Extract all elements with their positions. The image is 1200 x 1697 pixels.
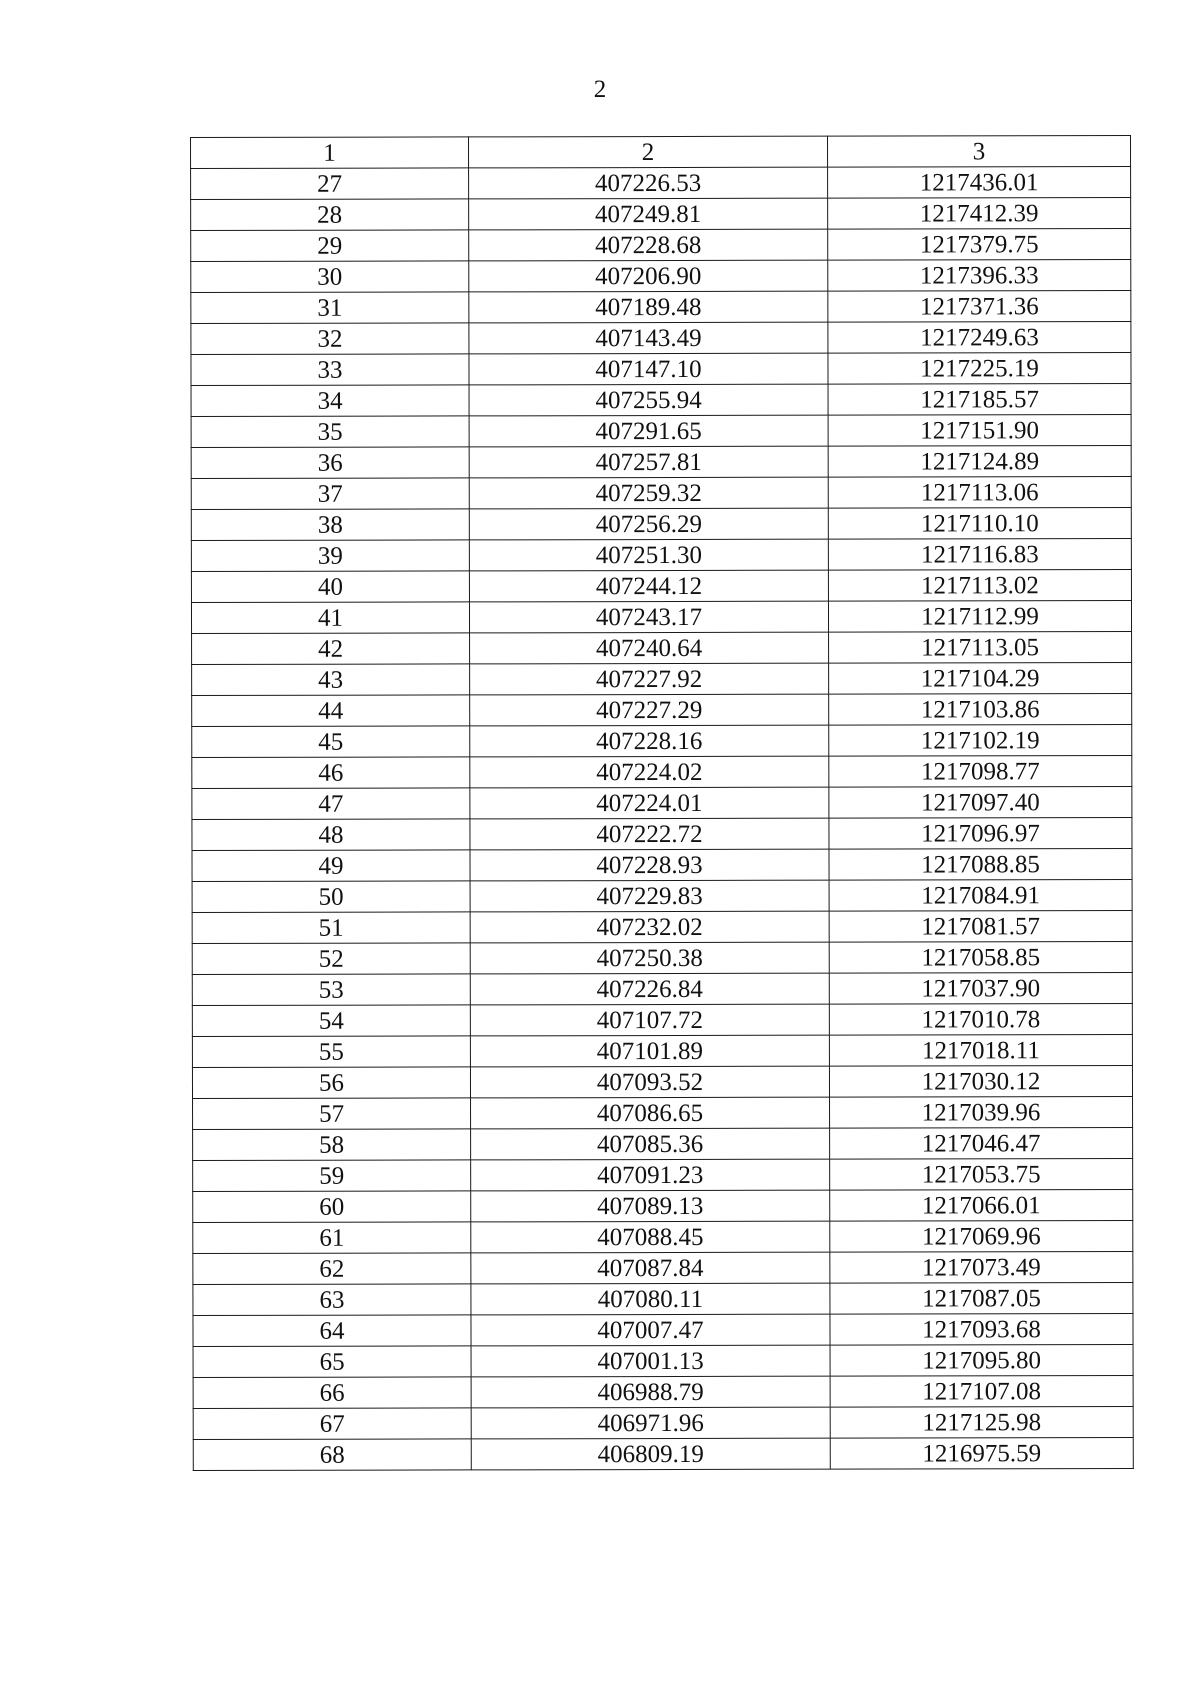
x-coordinate-cell: 407224.02 xyxy=(470,756,829,788)
point-number-cell: 29 xyxy=(191,230,469,262)
table-row xyxy=(193,1128,1133,1161)
point-number-cell: 52 xyxy=(192,943,470,975)
x-coordinate-cell: 407251.30 xyxy=(469,539,828,571)
table-row xyxy=(192,725,1132,758)
x-coordinate-cell: 407229.83 xyxy=(470,880,829,912)
x-coordinate-cell: 407080.11 xyxy=(471,1283,830,1315)
y-coordinate-cell: 1217125.98 xyxy=(830,1407,1133,1439)
y-coordinate-cell: 1217087.05 xyxy=(830,1283,1133,1315)
x-coordinate-cell: 407228.16 xyxy=(470,725,829,757)
y-coordinate-cell: 1217436.01 xyxy=(828,167,1131,199)
point-number-cell: 47 xyxy=(192,788,470,820)
point-number-cell: 65 xyxy=(193,1346,471,1378)
table-row xyxy=(191,570,1131,603)
table-row xyxy=(192,1066,1132,1099)
x-coordinate-cell: 407085.36 xyxy=(471,1128,830,1160)
x-coordinate-cell: 407101.89 xyxy=(470,1035,829,1067)
y-coordinate-cell: 1217396.33 xyxy=(828,260,1131,292)
y-coordinate-cell: 1217151.90 xyxy=(828,415,1131,447)
table-body xyxy=(191,136,1134,1471)
point-number-cell: 63 xyxy=(193,1284,471,1316)
point-number-cell: 46 xyxy=(192,757,470,789)
table-row xyxy=(192,694,1132,727)
point-number-cell: 53 xyxy=(192,974,470,1006)
point-number-cell: 34 xyxy=(191,385,469,417)
point-number-cell: 42 xyxy=(192,633,470,665)
y-coordinate-cell: 1217046.47 xyxy=(830,1128,1133,1160)
y-coordinate-cell: 1216975.59 xyxy=(830,1438,1133,1470)
x-coordinate-cell: 407088.45 xyxy=(471,1221,830,1253)
point-number-cell: 31 xyxy=(191,292,469,324)
y-coordinate-cell: 1217066.01 xyxy=(830,1190,1133,1222)
page-number: 2 xyxy=(593,76,607,103)
table-row xyxy=(191,415,1131,448)
x-coordinate-cell: 407291.65 xyxy=(469,415,828,447)
x-coordinate-cell: 407226.84 xyxy=(470,973,829,1005)
table-row xyxy=(192,849,1132,882)
y-coordinate-cell: 1217225.19 xyxy=(828,353,1131,385)
x-coordinate-cell: 406988.79 xyxy=(471,1376,830,1408)
point-number-cell: 35 xyxy=(191,416,469,448)
point-number-cell: 55 xyxy=(192,1036,470,1068)
x-coordinate-cell: 407224.01 xyxy=(470,787,829,819)
y-coordinate-cell: 1217081.57 xyxy=(829,911,1132,943)
table-row xyxy=(191,384,1131,417)
y-coordinate-cell: 1217088.85 xyxy=(829,849,1132,881)
point-number-cell: 41 xyxy=(191,602,469,634)
point-number-cell: 44 xyxy=(192,695,470,727)
point-number-cell: 39 xyxy=(191,540,469,572)
table-row xyxy=(191,322,1131,355)
y-coordinate-cell: 1217084.91 xyxy=(829,880,1132,912)
x-coordinate-cell: 407091.23 xyxy=(471,1159,830,1191)
point-number-cell: 50 xyxy=(192,881,470,913)
y-coordinate-cell: 1217371.36 xyxy=(828,291,1131,323)
y-coordinate-cell: 1217104.29 xyxy=(829,663,1132,695)
y-coordinate-cell: 1217116.83 xyxy=(828,539,1131,571)
y-coordinate-cell: 1217249.63 xyxy=(828,322,1131,354)
table-row xyxy=(191,353,1131,386)
y-coordinate-cell: 1217412.39 xyxy=(828,198,1131,230)
table-row xyxy=(192,818,1132,851)
x-coordinate-cell: 407255.94 xyxy=(469,384,828,416)
table-row xyxy=(193,1376,1133,1409)
y-coordinate-cell: 1217112.99 xyxy=(828,601,1131,633)
point-number-cell: 67 xyxy=(193,1408,471,1440)
y-coordinate-cell: 1217069.96 xyxy=(830,1221,1133,1253)
table-row xyxy=(191,167,1131,200)
point-number-cell: 45 xyxy=(192,726,470,758)
y-coordinate-cell: 1217093.68 xyxy=(830,1314,1133,1346)
point-number-cell: 49 xyxy=(192,850,470,882)
table-row xyxy=(191,260,1131,293)
table-row xyxy=(193,1438,1133,1471)
table-row xyxy=(192,787,1132,820)
table-row xyxy=(191,446,1131,479)
y-coordinate-cell: 1217018.11 xyxy=(829,1035,1132,1067)
x-coordinate-cell: 407001.13 xyxy=(471,1345,830,1377)
point-number-cell: 64 xyxy=(193,1315,471,1347)
point-number-cell: 27 xyxy=(191,168,469,200)
y-coordinate-cell: 1217037.90 xyxy=(829,973,1132,1005)
y-coordinate-cell: 1217039.96 xyxy=(830,1097,1133,1129)
x-coordinate-cell: 407256.29 xyxy=(469,508,828,540)
table-row xyxy=(193,1345,1133,1378)
y-coordinate-cell: 1217053.75 xyxy=(830,1159,1133,1191)
point-number-cell: 30 xyxy=(191,261,469,293)
point-number-cell: 58 xyxy=(193,1129,471,1161)
y-coordinate-cell: 1217113.02 xyxy=(828,570,1131,602)
table-row xyxy=(192,756,1132,789)
y-coordinate-cell: 1217379.75 xyxy=(828,229,1131,261)
x-coordinate-cell: 407243.17 xyxy=(469,601,828,633)
y-coordinate-cell: 1217124.89 xyxy=(828,446,1131,478)
y-coordinate-cell: 1217113.06 xyxy=(828,477,1131,509)
y-coordinate-cell: 1217095.80 xyxy=(830,1345,1133,1377)
x-coordinate-cell: 407147.10 xyxy=(469,353,828,385)
x-coordinate-cell: 407228.68 xyxy=(469,229,828,261)
coordinates-table xyxy=(190,135,1134,1471)
y-coordinate-cell: 1217073.49 xyxy=(830,1252,1133,1284)
y-coordinate-cell: 1217185.57 xyxy=(828,384,1131,416)
y-coordinate-cell: 1217113.05 xyxy=(829,632,1132,664)
header-cell-2: 2 xyxy=(469,136,828,168)
table-row xyxy=(192,942,1132,975)
point-number-cell: 61 xyxy=(193,1222,471,1254)
x-coordinate-cell: 407227.92 xyxy=(470,663,829,695)
point-number-cell: 37 xyxy=(191,478,469,510)
point-number-cell: 59 xyxy=(193,1160,471,1192)
x-coordinate-cell: 407143.49 xyxy=(469,322,828,354)
x-coordinate-cell: 407189.48 xyxy=(469,291,828,323)
table-row xyxy=(192,1035,1132,1068)
table-row xyxy=(193,1097,1133,1130)
x-coordinate-cell: 407259.32 xyxy=(469,477,828,509)
point-number-cell: 68 xyxy=(193,1439,471,1471)
table-row xyxy=(191,198,1131,231)
table-row xyxy=(193,1314,1133,1347)
table-row xyxy=(191,601,1131,634)
x-coordinate-cell: 407249.81 xyxy=(469,198,828,230)
point-number-cell: 51 xyxy=(192,912,470,944)
x-coordinate-cell: 407089.13 xyxy=(471,1190,830,1222)
x-coordinate-cell: 407093.52 xyxy=(470,1066,829,1098)
point-number-cell: 62 xyxy=(193,1253,471,1285)
table-row xyxy=(192,663,1132,696)
header-cell-3: 3 xyxy=(827,136,1130,168)
x-coordinate-cell: 407244.12 xyxy=(469,570,828,602)
point-number-cell: 66 xyxy=(193,1377,471,1409)
x-coordinate-cell: 407257.81 xyxy=(469,446,828,478)
table-row xyxy=(191,291,1131,324)
x-coordinate-cell: 407206.90 xyxy=(469,260,828,292)
table-header-row xyxy=(191,136,1131,169)
point-number-cell: 56 xyxy=(192,1067,470,1099)
table-row xyxy=(191,477,1131,510)
x-coordinate-cell: 407227.29 xyxy=(470,694,829,726)
y-coordinate-cell: 1217030.12 xyxy=(829,1066,1132,1098)
y-coordinate-cell: 1217058.85 xyxy=(829,942,1132,974)
table-row xyxy=(193,1283,1133,1316)
x-coordinate-cell: 407222.72 xyxy=(470,818,829,850)
table-row xyxy=(192,973,1132,1006)
table-row xyxy=(193,1407,1133,1440)
table-row xyxy=(191,229,1131,262)
point-number-cell: 32 xyxy=(191,323,469,355)
table-row xyxy=(192,911,1132,944)
table-row xyxy=(192,1004,1132,1037)
point-number-cell: 43 xyxy=(192,664,470,696)
table-row xyxy=(193,1190,1133,1223)
x-coordinate-cell: 407107.72 xyxy=(470,1004,829,1036)
y-coordinate-cell: 1217102.19 xyxy=(829,725,1132,757)
point-number-cell: 36 xyxy=(191,447,469,479)
table-row xyxy=(193,1252,1133,1285)
table-row xyxy=(192,880,1132,913)
point-number-cell: 57 xyxy=(193,1098,471,1130)
table-row xyxy=(193,1221,1133,1254)
y-coordinate-cell: 1217010.78 xyxy=(829,1004,1132,1036)
x-coordinate-cell: 407228.93 xyxy=(470,849,829,881)
header-cell-1: 1 xyxy=(191,137,469,169)
y-coordinate-cell: 1217107.08 xyxy=(830,1376,1133,1408)
x-coordinate-cell: 407087.84 xyxy=(471,1252,830,1284)
point-number-cell: 38 xyxy=(191,509,469,541)
point-number-cell: 40 xyxy=(191,571,469,603)
y-coordinate-cell: 1217098.77 xyxy=(829,756,1132,788)
x-coordinate-cell: 407250.38 xyxy=(470,942,829,974)
table-row xyxy=(191,508,1131,541)
point-number-cell: 33 xyxy=(191,354,469,386)
x-coordinate-cell: 407226.53 xyxy=(469,167,828,199)
y-coordinate-cell: 1217097.40 xyxy=(829,787,1132,819)
y-coordinate-cell: 1217110.10 xyxy=(828,508,1131,540)
table-row xyxy=(193,1159,1133,1192)
y-coordinate-cell: 1217103.86 xyxy=(829,694,1132,726)
x-coordinate-cell: 407086.65 xyxy=(471,1097,830,1129)
x-coordinate-cell: 407007.47 xyxy=(471,1314,830,1346)
table-row xyxy=(192,632,1132,665)
table-row xyxy=(191,539,1131,572)
x-coordinate-cell: 407232.02 xyxy=(470,911,829,943)
x-coordinate-cell: 406809.19 xyxy=(471,1438,830,1470)
x-coordinate-cell: 406971.96 xyxy=(471,1407,830,1439)
point-number-cell: 54 xyxy=(192,1005,470,1037)
point-number-cell: 48 xyxy=(192,819,470,851)
point-number-cell: 60 xyxy=(193,1191,471,1223)
y-coordinate-cell: 1217096.97 xyxy=(829,818,1132,850)
point-number-cell: 28 xyxy=(191,199,469,231)
x-coordinate-cell: 407240.64 xyxy=(470,632,829,664)
